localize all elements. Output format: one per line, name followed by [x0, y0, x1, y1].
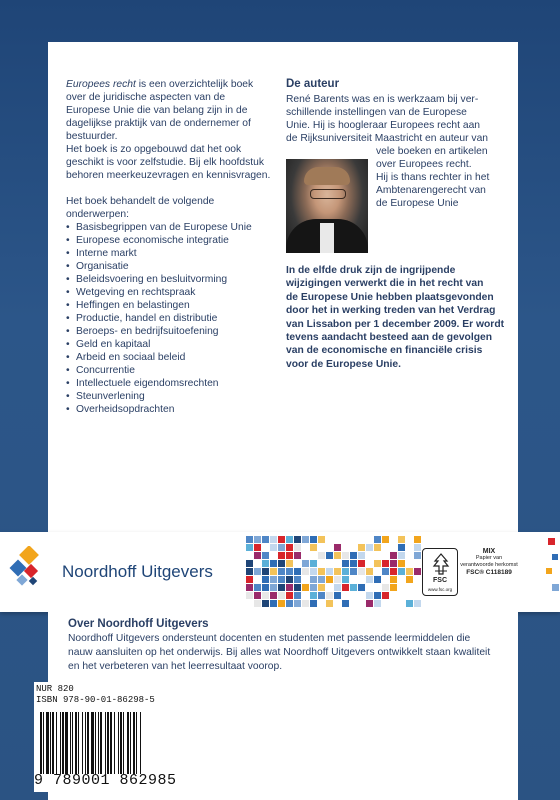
mosaic-tile [406, 568, 413, 575]
barcode-bar [123, 712, 124, 774]
mosaic-tile [286, 600, 293, 607]
barcode-bar [107, 712, 109, 774]
barcode-bar [105, 712, 106, 774]
mosaic-tile [358, 552, 365, 559]
author-line: René Barents was en is werkzaam bij ver- [286, 94, 479, 105]
mosaic-tile [262, 592, 269, 599]
barcode-bar [43, 712, 44, 774]
mosaic-tile [294, 576, 301, 583]
edition-line: voor de Europese Unie. [286, 358, 402, 370]
mosaic-tile [286, 592, 293, 599]
ean-number: 9 789001 862985 [34, 772, 177, 789]
edition-note [286, 264, 511, 371]
description-panel [48, 42, 518, 532]
mosaic-tile [254, 552, 261, 559]
mosaic-tile [278, 584, 285, 591]
edition-line: de Europese Unie hebben plaatsgevonden [286, 291, 494, 303]
barcode-bar [60, 712, 61, 774]
nur-code: NUR 820 [36, 684, 74, 694]
mosaic-tile [326, 600, 333, 607]
mosaic-tile [318, 576, 325, 583]
topic-item: • Arbeid en sociaal beleid [66, 351, 276, 364]
mosaic-tile [302, 560, 309, 567]
intro-line-2: over de juridische aspecten van de [66, 92, 226, 103]
mosaic-tile [366, 576, 373, 583]
mosaic-tile [382, 568, 389, 575]
barcode-bar [140, 712, 141, 774]
fsc-code: FSC® C118189 [466, 569, 512, 576]
topic-item: • Heffingen en belastingen [66, 299, 276, 312]
mosaic-tile [262, 536, 269, 543]
about-line: nauw aansluiten op het onderwijs. Bij alles wat Noordhoff Uitgevers ontwikkelt staan kwaliteit [68, 647, 491, 658]
barcode-bar [95, 712, 96, 774]
mosaic-tile [246, 600, 253, 607]
mosaic-tile [350, 560, 357, 567]
mosaic-tile [390, 568, 397, 575]
topic-item: • Productie, handel en distributie [66, 312, 276, 325]
mosaic-tile [326, 576, 333, 583]
mosaic-tile [254, 584, 261, 591]
barcode-bar [120, 712, 122, 774]
about-line: en het verbeteren van het leerresultaat voorop. [68, 661, 283, 672]
intro-line-6: Het boek is zo opgebouwd dat het ook [66, 144, 242, 155]
mosaic-tile [318, 584, 325, 591]
barcode-bar [40, 712, 42, 774]
mosaic-tile [374, 560, 381, 567]
mosaic-tile [342, 544, 349, 551]
barcode-bar [82, 712, 83, 774]
mosaic-tile [326, 592, 333, 599]
mosaic-tile [270, 576, 277, 583]
intro-line-7: geschikt is voor zelfstudie. Bij elk hoofdstuk [66, 157, 265, 168]
edition-line: van de economische en financiële crisis [286, 345, 483, 357]
barcode-bar [46, 712, 49, 774]
mosaic-tile [294, 544, 301, 551]
mosaic-tile [318, 592, 325, 599]
intro-line-3: Europese Unie die van belang zijn in de [66, 105, 248, 116]
barcode-bar [118, 712, 119, 774]
author-line: over Europees recht. [376, 159, 472, 170]
barcode-bar [75, 712, 77, 774]
fsc-label: FSC [433, 577, 447, 584]
author-heading: De auteur [286, 78, 340, 90]
mosaic-tile [246, 544, 253, 551]
mosaic-tile [286, 560, 293, 567]
intro-line-5: bestuurder. [66, 131, 118, 142]
intro-line-4: dagelijkse praktijk van de ondernemer of [66, 118, 251, 129]
mosaic-tile [374, 600, 381, 607]
barcode-bar [62, 712, 64, 774]
mosaic-tile [358, 544, 365, 551]
mosaic-tile [382, 536, 389, 543]
mosaic-tile [246, 576, 253, 583]
mosaic-tile [294, 584, 301, 591]
fsc-site: www.fsc.org [427, 587, 453, 592]
barcode-bar [85, 712, 86, 774]
mosaic-tile [350, 584, 357, 591]
mosaic-tile [254, 576, 261, 583]
mosaic-tile [294, 552, 301, 559]
mosaic-tile [278, 552, 285, 559]
mosaic-tile [262, 560, 269, 567]
author-line: vele boeken en artikelen [376, 146, 488, 157]
topic-item: • Overheidsopdrachten [66, 403, 276, 416]
barcode-bar [52, 712, 54, 774]
barcode-bar [136, 712, 137, 774]
mosaic-tile [294, 568, 301, 575]
mosaic-tile [334, 576, 341, 583]
topic-item: • Basisbegrippen van de Europese Unie [66, 221, 276, 234]
publisher-band [0, 532, 560, 612]
mosaic-tile [342, 584, 349, 591]
fsc-text [460, 548, 518, 576]
mosaic-tile [262, 584, 269, 591]
mosaic-tile [270, 560, 277, 567]
mosaic-tile [398, 536, 405, 543]
mosaic-tile [286, 544, 293, 551]
mosaic-tile [366, 544, 373, 551]
author-line: Unie. Hij is hoogleraar Europees recht aan [286, 120, 481, 131]
mosaic-tile [342, 568, 349, 575]
author-line: schillende instellingen van de Europese [286, 107, 467, 118]
mosaic-tile [310, 576, 317, 583]
mosaic-tile [358, 536, 365, 543]
mosaic-tile [390, 552, 397, 559]
mosaic-tile [246, 552, 253, 559]
decorative-squares [538, 532, 560, 612]
barcode-bar [110, 712, 112, 774]
intro-line-1 [66, 78, 276, 91]
barcode-bar [65, 712, 68, 774]
mosaic-tile [302, 584, 309, 591]
mosaic-tile [302, 552, 309, 559]
mosaic-tile [334, 568, 341, 575]
mosaic-tile [254, 544, 261, 551]
mosaic-tile [286, 568, 293, 575]
author-photo [286, 159, 368, 253]
topic-item: • Concurrentie [66, 364, 276, 377]
edition-line: van Lissabon per 1 december 2009. Er wordt [286, 318, 505, 330]
mosaic-tile [414, 536, 421, 543]
author-line: Ambtenarengerecht van [376, 185, 486, 196]
barcode-bar [114, 712, 115, 774]
barcode-bar [133, 712, 135, 774]
topics-list [66, 221, 276, 416]
mosaic-tile [246, 536, 253, 543]
mosaic-tile [270, 544, 277, 551]
edition-line: In de elfde druk zijn de ingrijpende [286, 265, 456, 276]
barcode-bar [100, 712, 102, 774]
mosaic-tile [270, 584, 277, 591]
mosaic-tile [286, 552, 293, 559]
intro-line-8: behoren meerkeuzevragen en kennisvragen. [66, 170, 271, 181]
mosaic-tile [262, 544, 269, 551]
mosaic-tile [342, 600, 349, 607]
mosaic-tile [302, 600, 309, 607]
barcode-bar [91, 712, 94, 774]
mosaic-tile [326, 552, 333, 559]
mosaic-tile [270, 536, 277, 543]
topic-item: • Beleidsvoering en besluitvorming [66, 273, 276, 286]
mosaic-tile [414, 600, 421, 607]
mosaic-tile [374, 544, 381, 551]
book-title-italic: Europees recht [66, 79, 136, 90]
mosaic-tile [278, 592, 285, 599]
barcode-bar [70, 712, 71, 774]
pixel-mosaic [246, 536, 422, 608]
topics-lead-1: Het boek behandelt de volgende [66, 196, 215, 207]
mosaic-tile [254, 568, 261, 575]
barcode-bar [56, 712, 57, 774]
mosaic-tile [398, 568, 405, 575]
mosaic-tile [246, 592, 253, 599]
left-column [66, 78, 276, 416]
mosaic-tile [358, 592, 365, 599]
mosaic-tile [310, 584, 317, 591]
mosaic-tile [358, 560, 365, 567]
edition-line: tevens aandacht besteed aan de gevolgen [286, 332, 493, 344]
edition-line: door het in werking treden van het Verdrag [286, 305, 496, 317]
fsc-mix: MIX [482, 548, 496, 555]
mosaic-tile [390, 560, 397, 567]
mosaic-tile [286, 536, 293, 543]
mosaic-tile [262, 600, 269, 607]
mosaic-tile [246, 568, 253, 575]
mosaic-tile [318, 552, 325, 559]
mosaic-tile [358, 584, 365, 591]
about-heading: Over Noordhoff Uitgevers [68, 618, 209, 630]
mosaic-tile [286, 584, 293, 591]
fsc-line-1: Papier van [475, 555, 503, 561]
about-line: Noordhoff Uitgevers ondersteunt docenten en studenten met passende leermiddelen die [68, 633, 471, 644]
fsc-line-2: verantwoorde herkomst [460, 562, 518, 568]
mosaic-tile [334, 552, 341, 559]
mosaic-tile [278, 536, 285, 543]
author-line: Hij is thans rechter in het [376, 172, 490, 183]
mosaic-tile [406, 576, 413, 583]
mosaic-tile [382, 592, 389, 599]
nur-isbn [36, 684, 155, 706]
mosaic-tile [310, 544, 317, 551]
author-column [286, 78, 511, 263]
barcode-icon [40, 712, 180, 774]
mosaic-tile [366, 568, 373, 575]
mosaic-tile [294, 592, 301, 599]
mosaic-tile [382, 560, 389, 567]
topic-item: • Europese economische integratie [66, 234, 276, 247]
barcode-bar [130, 712, 131, 774]
mosaic-tile [398, 552, 405, 559]
barcode-bar [78, 712, 79, 774]
edition-line: wijzigingen verwerkt die in het recht van [286, 278, 484, 290]
mosaic-tile [302, 536, 309, 543]
mosaic-tile [366, 600, 373, 607]
topic-item: • Intellectuele eigendomsrechten [66, 377, 276, 390]
mosaic-tile [286, 576, 293, 583]
mosaic-tile [350, 552, 357, 559]
mosaic-tile [342, 552, 349, 559]
mosaic-tile [382, 584, 389, 591]
mosaic-tile [374, 576, 381, 583]
mosaic-tile [390, 576, 397, 583]
mosaic-tile [318, 536, 325, 543]
mosaic-tile [270, 592, 277, 599]
mosaic-tile [334, 544, 341, 551]
mosaic-tile [310, 536, 317, 543]
barcode-bar [127, 712, 129, 774]
barcode-block [34, 682, 184, 792]
fsc-mark [420, 546, 520, 596]
barcode-bar [98, 712, 99, 774]
mosaic-tile [342, 536, 349, 543]
barcode-bar [50, 712, 51, 774]
mosaic-tile [310, 568, 317, 575]
mosaic-tile [342, 576, 349, 583]
mosaic-tile [390, 584, 397, 591]
topics-lead-2: onderwerpen: [66, 209, 129, 220]
mosaic-tile [278, 568, 285, 575]
mosaic-tile [310, 592, 317, 599]
isbn-code: ISBN 978-90-01-86298-5 [36, 695, 155, 705]
mosaic-tile [326, 568, 333, 575]
mosaic-tile [398, 600, 405, 607]
mosaic-tile [350, 568, 357, 575]
mosaic-tile [278, 600, 285, 607]
intro-line-1-rest: is een overzichtelijk boek [135, 79, 254, 90]
mosaic-tile [262, 568, 269, 575]
barcode-bar [72, 712, 73, 774]
mosaic-tile [358, 568, 365, 575]
mosaic-tile [310, 600, 317, 607]
mosaic-tile [350, 592, 357, 599]
mosaic-tile [262, 552, 269, 559]
topic-item: • Interne markt [66, 247, 276, 260]
mosaic-tile [366, 592, 373, 599]
publisher-name: Noordhoff Uitgevers [62, 562, 213, 581]
author-bio [286, 93, 511, 263]
mosaic-tile [406, 600, 413, 607]
mosaic-tile [342, 560, 349, 567]
topic-item: • Geld en kapitaal [66, 338, 276, 351]
mosaic-tile [334, 584, 341, 591]
mosaic-tile [294, 536, 301, 543]
mosaic-tile [246, 560, 253, 567]
mosaic-tile [334, 592, 341, 599]
topic-item: • Wetgeving en rechtspraak [66, 286, 276, 299]
topic-item: • Beroeps- en bedrijfsuitoefening [66, 325, 276, 338]
mosaic-tile [374, 592, 381, 599]
fsc-tree-icon [432, 553, 450, 575]
topic-item: • Organisatie [66, 260, 276, 273]
fsc-logo [422, 548, 458, 596]
mosaic-tile [318, 568, 325, 575]
mosaic-tile [254, 592, 261, 599]
mosaic-tile [398, 560, 405, 567]
barcode-bar [87, 712, 89, 774]
mosaic-tile [254, 536, 261, 543]
author-line: de Rijksuniversiteit Maastricht en auteur van [286, 133, 489, 144]
mosaic-tile [398, 544, 405, 551]
about-text [68, 632, 508, 674]
topic-item: • Steunverlening [66, 390, 276, 403]
mosaic-tile [270, 600, 277, 607]
mosaic-tile [278, 560, 285, 567]
mosaic-tile [278, 544, 285, 551]
mosaic-tile [270, 568, 277, 575]
mosaic-tile [310, 560, 317, 567]
mosaic-tile [302, 568, 309, 575]
mosaic-tile [278, 576, 285, 583]
mosaic-tile [374, 536, 381, 543]
mosaic-tile [254, 600, 261, 607]
noordhoff-logo-icon [8, 546, 52, 590]
mosaic-tile [262, 576, 269, 583]
mosaic-tile [246, 584, 253, 591]
mosaic-tile [294, 600, 301, 607]
author-line: de Europese Unie [376, 198, 459, 209]
